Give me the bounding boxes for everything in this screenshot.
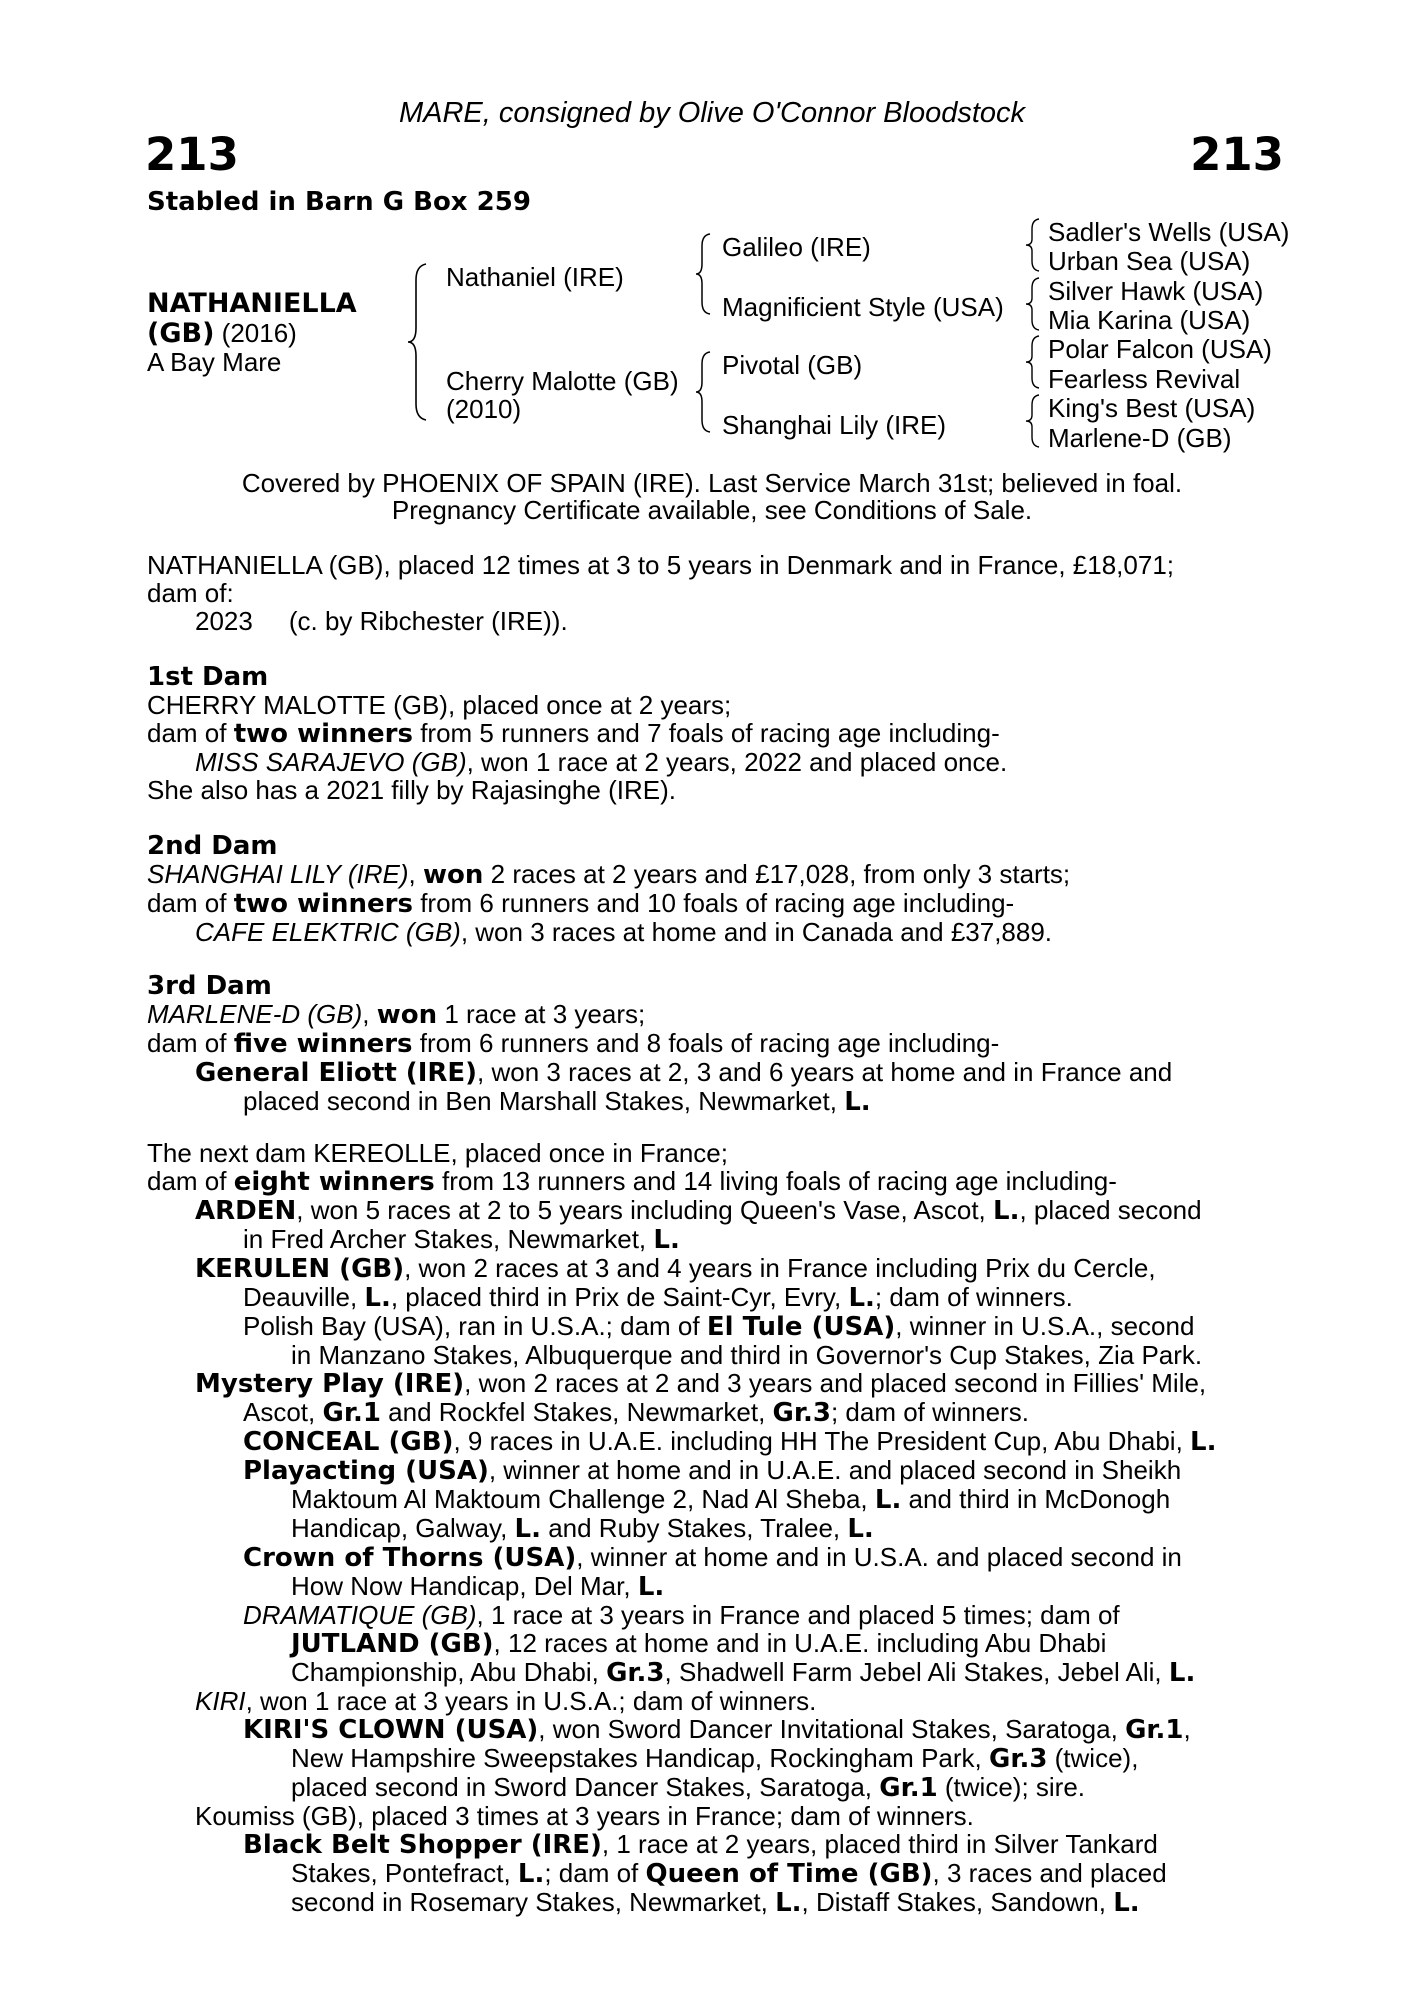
horse-italic: DRAMATIQUE (GB)	[243, 1600, 477, 1630]
section-heading: 2nd Dam	[147, 831, 278, 861]
lot-number-left: 213	[145, 128, 239, 181]
text-bold: ARDEN	[195, 1196, 297, 1226]
brace-gg3	[1024, 334, 1044, 390]
dam-line	[147, 1029, 1277, 1058]
covered-line-2: Pregnancy Certificate available, see Conditions of Sale.	[391, 495, 1033, 525]
text-bold: Gr.3	[606, 1658, 665, 1688]
text: placed second in Sword Dancer Stakes, Saratoga,	[291, 1772, 880, 1802]
text: , won 1 race at 2 years, 2022 and placed once.	[466, 747, 1008, 777]
produce-line	[147, 1888, 1277, 1917]
text-bold: L.	[637, 1572, 665, 1602]
dam-line	[147, 1087, 1277, 1116]
text: Handicap, Galway,	[291, 1513, 515, 1543]
text-bold: L.	[653, 1225, 680, 1255]
produce-line	[147, 1629, 1277, 1658]
text-bold: KERULEN (GB)	[195, 1254, 405, 1284]
text: second in Rosemary Stakes, Newmarket,	[291, 1887, 776, 1917]
text-bold: Gr.3	[988, 1744, 1048, 1774]
produce-line: in Manzano Stakes, Albuquerque and third in Governor's Cup Stakes, Zia Park.	[291, 1340, 1203, 1370]
text-bold: Queen of Time (GB)	[645, 1859, 933, 1889]
text: dam of	[147, 888, 234, 918]
gg-sire-3: Polar Falcon (USA)	[1048, 334, 1272, 364]
text: , won Sword Dancer Invitational Stakes, Saratoga,	[538, 1714, 1126, 1744]
produce-line	[147, 1658, 1277, 1687]
text: ; dam of	[544, 1858, 646, 1888]
produce-line: Koumiss (GB), placed 3 times at 3 years in France; dam of winners.	[195, 1801, 974, 1831]
produce-line	[147, 1687, 1277, 1715]
text: placed second in Ben Marshall Stakes, Newmarket,	[243, 1086, 845, 1116]
produce-line	[147, 1601, 1277, 1629]
text-bold: five winners	[233, 1029, 413, 1059]
text-bold: L.	[364, 1283, 391, 1313]
horse-italic: CAFE ELEKTRIC (GB)	[195, 917, 461, 947]
produce-line	[147, 1196, 1277, 1225]
lot-number-right: 213	[1190, 128, 1284, 181]
text-bold: L.	[1168, 1658, 1196, 1688]
text: , won 5 races at 2 to 5 years including Queen's Vase, Ascot,	[296, 1195, 994, 1225]
text: , won 3 races at 2, 3 and 6 years at home and in France and	[477, 1057, 1173, 1087]
brace-gg4	[1024, 393, 1044, 449]
dam-line: The next dam KEREOLLE, placed once in France;	[147, 1138, 728, 1168]
horse-suffix: (GB)	[147, 318, 215, 349]
dam-sire: Pivotal (GB)	[722, 350, 863, 380]
text-bold: General Eliott (IRE)	[195, 1058, 478, 1088]
horse-italic: MARLENE-D (GB)	[147, 999, 363, 1029]
text: Deauville,	[243, 1282, 365, 1312]
text: dam of	[147, 1166, 234, 1196]
text: , won 1 race at 3 years in U.S.A.; dam of winners.	[245, 1686, 817, 1716]
consignor-line: MARE, consigned by Olive O'Connor Bloodstock	[398, 97, 1026, 129]
gg-dam-3: Fearless Revival	[1048, 364, 1241, 394]
produce-line	[147, 1225, 1277, 1254]
produce-line	[147, 1398, 1277, 1427]
text-bold: two winners	[233, 889, 413, 919]
text: , placed second	[1019, 1195, 1202, 1225]
text-bold: El Tule (USA)	[706, 1312, 896, 1342]
text-bold: L.	[775, 1888, 802, 1918]
produce-line	[147, 1715, 1277, 1744]
intro-line: NATHANIELLA (GB), placed 12 times at 3 to 5 years in Denmark and in France, £18,071;	[147, 550, 1175, 580]
produce-desc: (c. by Ribchester (IRE)).	[288, 606, 568, 636]
text: from 5 runners and 7 foals of racing age including-	[412, 718, 1000, 748]
brace-gg2	[1024, 276, 1044, 332]
text: , 3 races and placed	[932, 1858, 1167, 1888]
text: , Distaff Stakes, Sandown,	[801, 1887, 1114, 1917]
foaling-year: (2016)	[221, 318, 297, 348]
produce-line	[147, 1485, 1277, 1514]
text-bold: L.	[1113, 1888, 1140, 1918]
pedigree-brace-dam	[694, 350, 714, 434]
dam-line	[147, 1058, 1277, 1087]
produce-year: 2023	[195, 606, 253, 636]
produce-line	[147, 1427, 1277, 1456]
horse-description: A Bay Mare	[147, 347, 282, 377]
text: from 13 runners and 14 living foals of racing age including-	[434, 1166, 1117, 1196]
text-bold: won	[376, 1000, 438, 1030]
text: Maktoum Al Maktoum Challenge 2, Nad Al Sheba,	[291, 1484, 875, 1514]
text: ,	[1183, 1714, 1191, 1744]
sire: Nathaniel (IRE)	[446, 262, 624, 292]
intro-section	[147, 551, 1277, 635]
text: ; dam of winners.	[830, 1397, 1029, 1427]
section-heading: 3rd Dam	[147, 971, 272, 1001]
text-bold: CONCEAL (GB)	[243, 1427, 454, 1457]
text: Championship, Abu Dhabi,	[291, 1657, 607, 1687]
pedigree-brace-sire	[694, 232, 714, 316]
produce-line	[147, 1744, 1277, 1773]
text-bold: JUTLAND (GB)	[291, 1629, 494, 1659]
dam-line	[147, 860, 1277, 889]
dam-line	[147, 918, 1277, 946]
text: dam of	[147, 718, 234, 748]
stabled-location: Stabled in Barn G Box 259	[147, 187, 531, 217]
text-bold: Gr.1	[879, 1773, 938, 1803]
dam-line	[147, 889, 1277, 918]
text: Polish Bay (USA), ran in U.S.A.; dam of	[243, 1311, 707, 1341]
dam-line	[147, 748, 1277, 776]
text: (twice),	[1047, 1743, 1139, 1773]
text: , winner at home and in U.A.E. and placed second in Sheikh	[488, 1455, 1182, 1485]
text-bold: L.	[514, 1514, 541, 1544]
text: , 1 race at 2 years, placed third in Silver Tankard	[601, 1829, 1158, 1859]
produce-line	[147, 1859, 1277, 1888]
covered-line-1: Covered by PHOENIX OF SPAIN (IRE). Last Service March 31st; believed in foal.	[241, 468, 1183, 498]
text: , placed third in Prix de Saint-Cyr, Evry,	[390, 1282, 849, 1312]
dam-line	[147, 1000, 1277, 1029]
third-dam-section	[147, 972, 1277, 1116]
section-heading: 1st Dam	[147, 662, 269, 692]
text-bold: L.	[1190, 1427, 1217, 1457]
produce-line	[147, 1773, 1277, 1802]
text: from 6 runners and 10 foals of racing age including-	[412, 888, 1015, 918]
pedigree-brace-main	[406, 262, 430, 422]
sire-dam: Magnificient Style (USA)	[722, 292, 1004, 322]
text-bold: L.	[517, 1859, 545, 1889]
text: Stakes, Pontefract,	[291, 1858, 518, 1888]
text: and Rockfel Stakes, Newmarket,	[380, 1397, 773, 1427]
text: Ascot,	[243, 1397, 323, 1427]
horse-italic: KIRI	[195, 1686, 246, 1716]
dam-line	[147, 719, 1277, 748]
text: , Shadwell Farm Jebel Ali Stakes, Jebel Ali,	[664, 1657, 1169, 1687]
text: 1 race at 3 years;	[437, 999, 646, 1029]
text-bold: Gr.3	[772, 1398, 831, 1428]
text: , won 3 races at home and in Canada and £37,889.	[460, 917, 1053, 947]
produce-line	[147, 1830, 1277, 1859]
text-bold: L.	[847, 1514, 874, 1544]
intro-line: dam of:	[147, 578, 234, 608]
dam-line: CHERRY MALOTTE (GB), placed once at 2 years;	[147, 690, 732, 720]
gg-sire-2: Silver Hawk (USA)	[1048, 276, 1264, 306]
text: , 1 race at 3 years in France and placed 5 times; dam of	[476, 1600, 1120, 1630]
text: , winner in U.S.A., second	[895, 1311, 1195, 1341]
text-bold: Gr.1	[322, 1398, 381, 1428]
produce-line	[147, 1514, 1277, 1543]
text-bold: two winners	[233, 719, 413, 749]
produce-line	[147, 1543, 1277, 1572]
produce-line	[147, 1254, 1277, 1283]
dam: Cherry Malotte (GB)	[446, 366, 679, 396]
text: , winner at home and in U.S.A. and placed second in	[576, 1542, 1182, 1572]
text: , won 2 races at 3 and 4 years in France including Prix du Cercle,	[404, 1253, 1156, 1283]
text: ; dam of winners.	[874, 1282, 1073, 1312]
horse-italic: MISS SARAJEVO (GB)	[195, 747, 467, 777]
gg-dam-1: Urban Sea (USA)	[1048, 246, 1251, 276]
horse-italic: SHANGHAI LILY (IRE)	[147, 859, 409, 889]
dam-line: She also has a 2021 filly by Rajasinghe (IRE).	[147, 775, 676, 805]
text-bold: L.	[844, 1087, 871, 1117]
brace-gg1	[1024, 217, 1044, 273]
horse-name: NATHANIELLA	[147, 288, 357, 319]
dam-year: (2010)	[446, 394, 522, 424]
produce-line	[147, 1572, 1277, 1601]
text-bold: Black Belt Shopper (IRE)	[243, 1830, 602, 1860]
next-dam-section	[147, 1139, 1277, 1917]
produce-line	[147, 1369, 1277, 1398]
text: and Ruby Stakes, Tralee,	[540, 1513, 848, 1543]
horse-name-line2	[147, 318, 297, 349]
gg-dam-4: Marlene-D (GB)	[1048, 423, 1232, 453]
text-bold: L.	[874, 1485, 902, 1515]
text-bold: eight winners	[233, 1167, 435, 1197]
dam-line	[147, 1167, 1277, 1196]
text: dam of	[147, 1028, 234, 1058]
gg-sire-4: King's Best (USA)	[1048, 393, 1256, 423]
text-bold: Mystery Play (IRE)	[195, 1369, 465, 1399]
produce-line	[147, 1312, 1277, 1341]
sire-sire: Galileo (IRE)	[722, 232, 871, 262]
text: 2 races at 2 years and £17,028, from only 3 starts;	[483, 859, 1071, 889]
text-bold: L.	[993, 1196, 1020, 1226]
produce-record	[147, 607, 1277, 635]
gg-dam-2: Mia Karina (USA)	[1048, 305, 1251, 335]
text: from 6 runners and 8 foals of racing age including-	[412, 1028, 1000, 1058]
text: , 12 races at home and in U.A.E. including Abu Dhabi	[493, 1628, 1107, 1658]
text: in Fred Archer Stakes, Newmarket,	[243, 1224, 654, 1254]
text: (twice); sire.	[937, 1772, 1086, 1802]
text: , 9 races in U.A.E. including HH The President Cup, Abu Dhabi,	[453, 1426, 1191, 1456]
text-bold: Playacting (USA)	[243, 1456, 489, 1486]
text: and third in McDonogh	[901, 1484, 1171, 1514]
text-bold: won	[423, 860, 484, 890]
text: How Now Handicap, Del Mar,	[291, 1571, 638, 1601]
second-dam-section	[147, 832, 1277, 946]
gg-sire-1: Sadler's Wells (USA)	[1048, 217, 1290, 247]
text-bold: Crown of Thorns (USA)	[243, 1543, 577, 1573]
text: , won 2 races at 2 and 3 years and placed second in Fillies' Mile,	[464, 1368, 1207, 1398]
text: New Hampshire Sweepstakes Handicap, Rockingham Park,	[291, 1743, 989, 1773]
produce-line	[147, 1283, 1277, 1312]
text-bold: KIRI'S CLOWN (USA)	[243, 1715, 539, 1745]
text-bold: Gr.1	[1125, 1715, 1184, 1745]
first-dam-section	[147, 663, 1277, 804]
text: ,	[362, 999, 377, 1029]
dam-dam: Shanghai Lily (IRE)	[722, 410, 946, 440]
text: ,	[408, 859, 423, 889]
produce-line	[147, 1456, 1277, 1485]
text-bold: L.	[848, 1283, 875, 1313]
